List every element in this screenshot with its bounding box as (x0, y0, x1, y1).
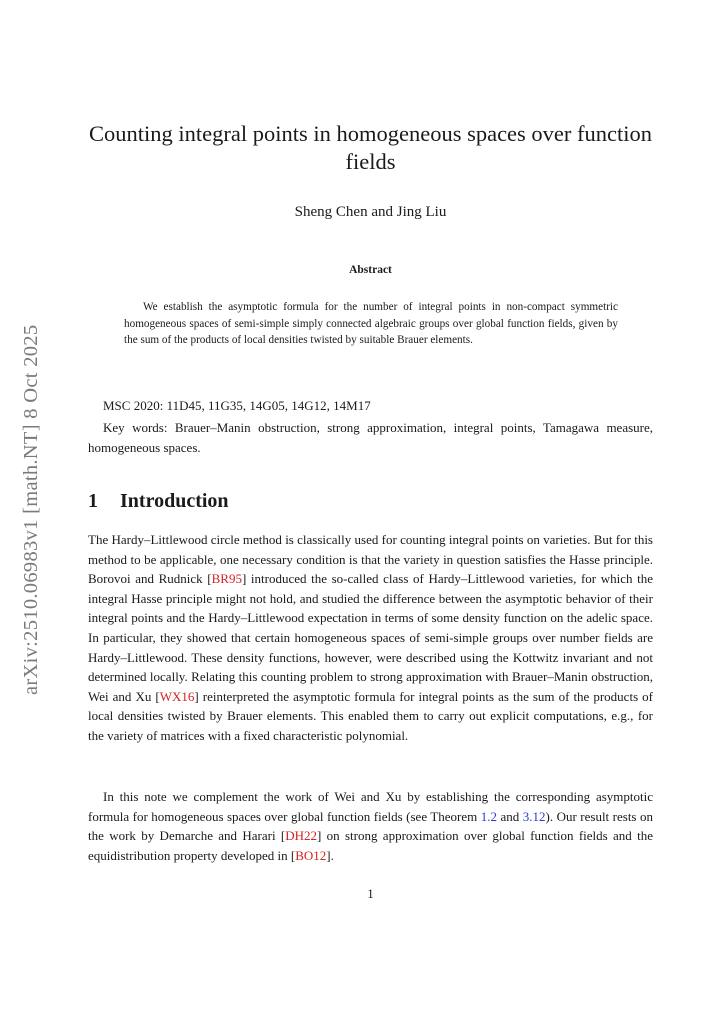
paragraph-text: ). Our result rests on the work by Demarche and Harari [ (88, 808, 653, 844)
paragraph-text: ] reinterpreted the asymptotic formula for integral points as the sum of the products of local densities twisted by Brauer elements. This enabled them to carry out explicit computations, e.g., for the variety of matrices with a fixed characteristic polynomial. (88, 688, 653, 743)
paragraph-text: ] on strong approximation over global function fields and the equidistribution property developed in [ (88, 828, 653, 863)
arxiv-identifier-stamp: arXiv:2510.06983v1 [math.NT] 8 Oct 2025 (20, 324, 42, 695)
intro-paragraph-1 (88, 530, 653, 746)
paper-authors: Sheng Chen and Jing Liu (294, 204, 447, 220)
theorem-reference-link[interactable]: 1.2 (480, 808, 498, 824)
page-number: 1 (367, 886, 374, 901)
citation-link[interactable]: BO12 (295, 847, 327, 863)
paragraph-text: and (497, 808, 523, 824)
paper-title: Counting integral points in homogeneous spaces over function fields (88, 121, 653, 174)
abstract-heading: Abstract (349, 264, 392, 276)
paragraph-text: In this note we complement the work of Wei and Xu by establishing the corresponding asymptotic formula for homogeneous spaces over global function fields (see Theorem (88, 789, 653, 824)
section-title: Introduction (120, 490, 229, 512)
intro-paragraph-2 (88, 787, 653, 865)
msc-classification: MSC 2020: 11D45, 11G35, 14G05, 14G12, 14M17 (103, 398, 371, 413)
keywords: Key words: Brauer–Manin obstruction, strong approximation, integral points, Tamagawa measure, homogeneous spaces. (88, 420, 653, 455)
citation-link[interactable]: BR95 (211, 571, 242, 587)
paragraph-text: The Hardy–Littlewood circle method is classically used for counting integral points on varieties. But for this method to be applicable, one necessary condition is that the variety in question satisfies the Hasse principle. Borovoi and Rudnick [ (88, 532, 653, 587)
paragraph-text: ]. (326, 847, 334, 863)
theorem-reference-link[interactable]: 3.12 (522, 808, 546, 824)
citation-link[interactable]: DH22 (285, 828, 318, 844)
paragraph-text: ] introduced the so-called class of Hardy–Littlewood varieties, for which the integral Hasse principle might not hold, and studied the difference between the asymptotic behavior of their integral points and the Hardy–Littlewood expectation in terms of some density function on the adelic space. In particular, they showed that certain homogeneous spaces of semi-simple groups over number fields are Hardy–Littlewood. These density functions, however, were described using the Kottwitz invariant and not determined locally. Relating this counting problem to strong approximation with Brauer–Manin obstruction, Wei and Xu [ (88, 571, 654, 704)
section-number: 1 (88, 490, 98, 512)
section-heading-introduction (88, 490, 229, 513)
abstract-text: We establish the asymptotic formula for the number of integral points in non-compact symmetric homogeneous spaces of semi-simple simply connected algebraic groups over global function fields, given by the sum of the products of local densities twisted by suitable Brauer elements. (124, 301, 618, 347)
citation-link[interactable]: WX16 (159, 688, 195, 704)
